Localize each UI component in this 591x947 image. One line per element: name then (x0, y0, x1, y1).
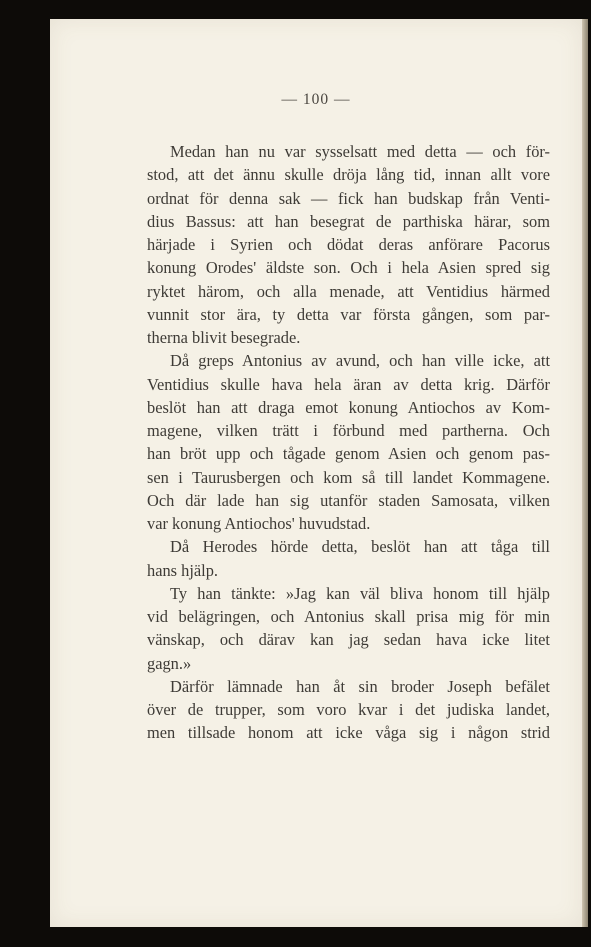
text-line: ordnat för denna sak — fick han budskap från Venti- (147, 188, 550, 208)
book-page (50, 19, 582, 927)
text-line: men tillsade honom att icke våga sig i någon strid (147, 723, 550, 743)
text-line: Medan han nu var sysselsatt med detta — och för- (170, 142, 550, 161)
text-line: magene, vilken trätt i förbund med partherna. Och (147, 421, 550, 440)
text-line: ryktet härom, och alla menade, att Ventidius härmed (147, 281, 550, 301)
text-line: vunnit stor ära, ty detta var första gången, som par- (147, 304, 550, 324)
text-line: beslöt han att draga emot konung Antiochos av Kom- (147, 397, 550, 417)
text-line: Då greps Antonius av avund, och han ville icke, att (170, 351, 550, 371)
body-text (147, 140, 550, 745)
text-line: gagn.» (147, 653, 192, 673)
text-line: therna blivit besegrade. (147, 328, 301, 347)
text-line: vänskap, och därav kan jag sedan hava icke litet (147, 630, 550, 650)
text-line: över de trupper, som voro kvar i det judiska landet, (147, 700, 550, 719)
text-line: Därför lämnade han åt sin broder Joseph befälet (170, 676, 550, 696)
text-line: stod, att det ännu skulle dröja lång tid, innan allt vore (147, 165, 550, 185)
text-line: konung Orodes' äldste son. Och i hela Asien spred sig (147, 258, 550, 278)
page-number: — 100 — (281, 91, 351, 108)
text-line: sen i Taurusbergen och kom så till landet Kommagene. (147, 467, 550, 487)
text-line: han bröt upp och tågade genom Asien och genom pas- (147, 444, 550, 464)
text-line: hans hjälp. (147, 560, 219, 580)
text-line: härjade i Syrien och dödat deras anförare Pacorus (147, 235, 550, 254)
text-line: dius Bassus: att han besegrat de parthiska härar, som (147, 211, 550, 231)
text-line: Då Herodes hörde detta, beslöt han att tåga till (170, 537, 550, 557)
text-line: var konung Antiochos' huvudstad. (147, 514, 371, 533)
page-edge (582, 19, 588, 927)
text-line: vid belägringen, och Antonius skall prisa mig för min (147, 607, 550, 626)
text-line: Ty han tänkte: »Jag kan väl bliva honom till hjälp (170, 583, 550, 603)
text-line: Ventidius skulle hava hela äran av detta krig. Därför (147, 374, 550, 394)
text-line: Och där lade han sig utanför staden Samosata, vilken (147, 490, 550, 510)
